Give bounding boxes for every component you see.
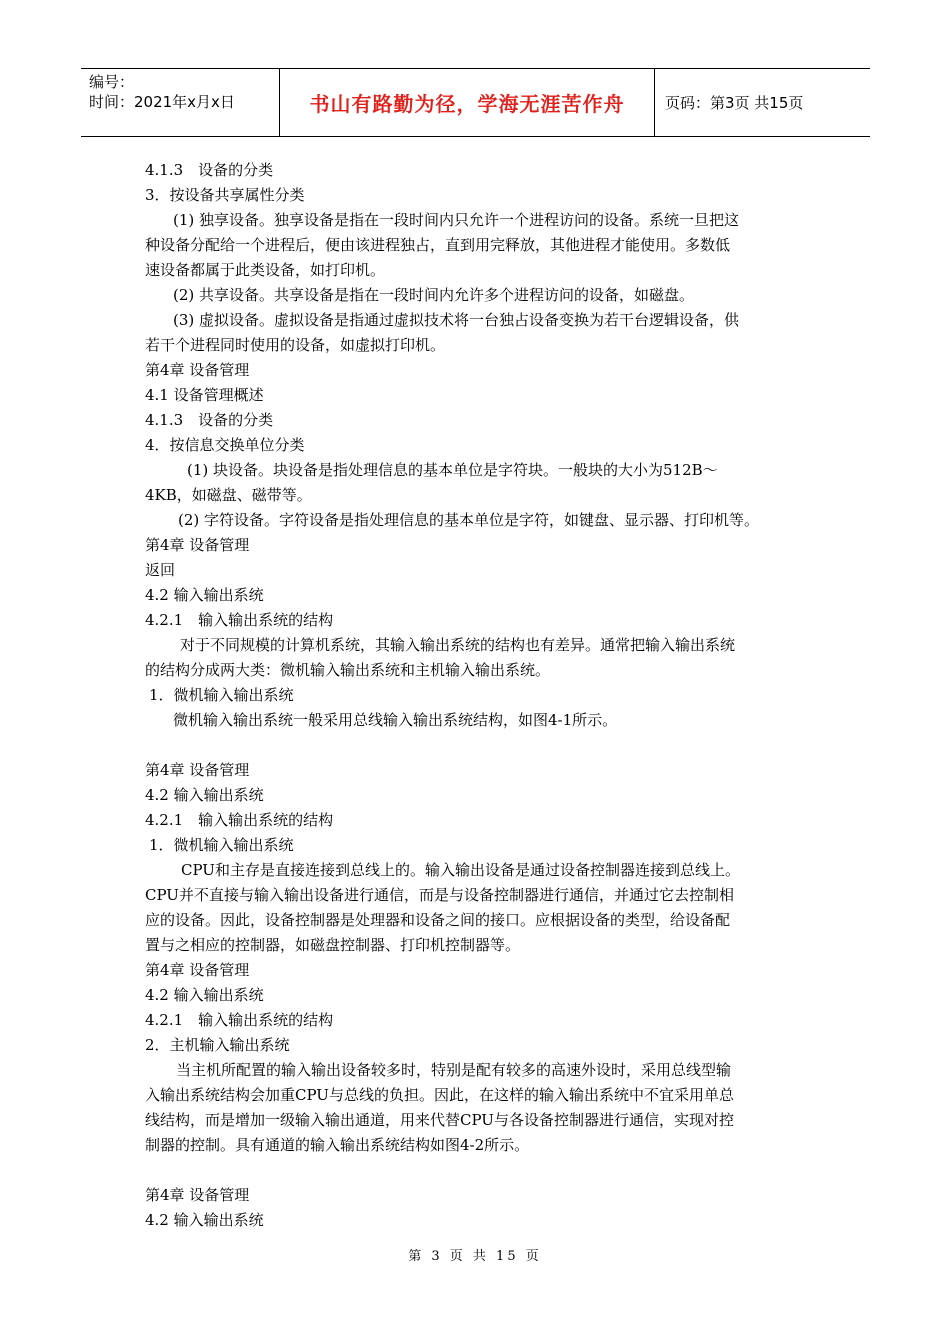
paragraph-line: 速设备都属于此类设备，如打印机。	[145, 261, 386, 279]
paragraph-line: 当主机所配置的输入输出设备较多时，特别是配有较多的高速外设时，采用总线型输	[176, 1061, 732, 1079]
paragraph-line: 入输出系统结构会加重CPU与总线的负担。因此，在这样的输入输出系统中不宜采用单总	[145, 1086, 734, 1104]
paragraph-line: (3) 虚拟设备。虚拟设备是指通过虚拟技术将一台独占设备变换为若干台逻辑设备，供	[173, 311, 740, 329]
paragraph-line: 若干个进程同时使用的设备，如虚拟打印机。	[145, 336, 446, 354]
date-line: 时间：2021年x月x日	[89, 93, 235, 111]
motto-text: 书山有路勤为径，学海无涯苦作舟	[309, 92, 625, 116]
paragraph-line: 对于不同规模的计算机系统，其输入输出系统的结构也有差异。通常把输入输出系统	[180, 636, 736, 654]
section-heading: 4.2 输入输出系统	[145, 986, 264, 1004]
section-heading: 4.2 输入输出系统	[145, 586, 264, 604]
blank-line	[145, 733, 815, 758]
paragraph-line: 制器的控制。具有通道的输入输出系统结构如图4-2所示。	[145, 1136, 530, 1154]
paragraph-line: 应的设备。因此，设备控制器是处理器和设备之间的接口。应根据设备的类型，给设备配	[145, 911, 731, 929]
chapter-heading: 第4章 设备管理	[145, 536, 250, 554]
section-heading: 4.2 输入输出系统	[145, 786, 264, 804]
subsection-heading: 3．按设备共享属性分类	[145, 186, 305, 204]
subsection-heading: 1．微机输入输出系统	[149, 686, 294, 704]
section-heading: 4.2.1 输入输出系统的结构	[145, 611, 334, 629]
paragraph-line: 种设备分配给一个进程后，便由该进程独占，直到用完释放，其他进程才能使用。多数低	[145, 236, 731, 254]
subsection-heading: 4．按信息交换单位分类	[145, 436, 305, 454]
back-text: 返回	[145, 561, 176, 579]
paragraph-line: 线结构，而是增加一级输入输出通道，用来代替CPU与各设备控制器进行通信，实现对控	[145, 1111, 734, 1129]
subsection-heading: 1．微机输入输出系统	[149, 836, 294, 854]
section-heading: 4.1 设备管理概述	[145, 386, 264, 404]
section-heading: 4.1.3 设备的分类	[145, 411, 274, 429]
chapter-heading: 第4章 设备管理	[145, 761, 250, 779]
paragraph-line: 的结构分成两大类：微机输入输出系统和主机输入输出系统。	[145, 661, 551, 679]
header-motto-cell	[279, 69, 655, 136]
blank-line	[145, 1158, 815, 1183]
paragraph-line: (2) 共享设备。共享设备是指在一段时间内允许多个进程访问的设备，如磁盘。	[173, 286, 695, 304]
paragraph-line: 微机输入输出系统一般采用总线输入输出系统结构，如图4-1所示。	[173, 711, 618, 729]
subsection-heading: 2．主机输入输出系统	[145, 1036, 290, 1054]
document-body	[145, 158, 815, 1233]
chapter-heading: 第4章 设备管理	[145, 1186, 250, 1204]
section-heading: 4.2 输入输出系统	[145, 1211, 264, 1229]
header-left-cell	[81, 69, 279, 136]
number-label: 编号：	[89, 73, 135, 91]
chapter-heading: 第4章 设备管理	[145, 961, 250, 979]
paragraph-line: CPU并不直接与输入输出设备进行通信，而是与设备控制器进行通信，并通过它去控制相	[145, 886, 734, 904]
paragraph-line: (1) 独享设备。独享设备是指在一段时间内只允许一个进程访问的设备。系统一旦把这	[173, 211, 740, 229]
section-heading: 4.1.3 设备的分类	[145, 161, 274, 179]
header-page-cell	[655, 69, 870, 136]
paragraph-line: (2) 字符设备。字符设备是指处理信息的基本单位是字符，如键盘、显示器、打印机等。	[178, 511, 760, 529]
paragraph-line: 置与之相应的控制器，如磁盘控制器、打印机控制器等。	[145, 936, 521, 954]
section-heading: 4.2.1 输入输出系统的结构	[145, 1011, 334, 1029]
paragraph-line: CPU和主存是直接连接到总线上的。输入输出设备是通过设备控制器连接到总线上。	[181, 861, 740, 879]
page-info: 页码：第3页 共15页	[665, 94, 804, 112]
paragraph-line: 4KB，如磁盘、磁带等。	[145, 486, 312, 504]
page-footer: 第 3 页 共 15 页	[408, 1249, 542, 1264]
page-header	[81, 68, 870, 137]
chapter-heading: 第4章 设备管理	[145, 361, 250, 379]
paragraph-line: (1) 块设备。块设备是指处理信息的基本单位是字符块。一般块的大小为512B～	[187, 461, 718, 479]
section-heading: 4.2.1 输入输出系统的结构	[145, 811, 334, 829]
